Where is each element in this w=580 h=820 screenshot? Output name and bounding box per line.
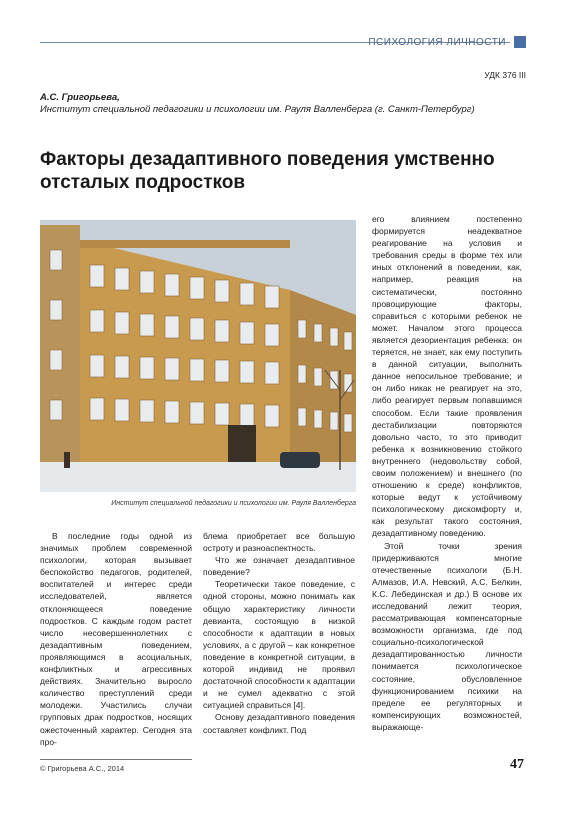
paragraph: В последние годы одной из значимых проблем современной психологии, которая вызывает беспокойство педагогов, родителей, воспитателей и интерес среди исследователей, является отклоняющееся поведение подростков. С каждым годом растет число несовершеннолетних с дезадаптивным поведением, проявляющимся в асоциальных, конфликтных и агрессивных действиях. Значительно выросло количество преступлений среди молодежи. Участились случаи групповых драк подростков, носящих ожесточенный характер. Сегодня эта про-: [40, 531, 192, 747]
paragraph: Основу дезадаптивного поведения составляет конфликт. Под: [203, 712, 355, 735]
footnote-rule: [40, 759, 192, 760]
author-name: А.С. Григорьева,: [40, 92, 120, 103]
paragraph: блема приобретает все большую остроту и разноаспектность.: [203, 531, 355, 554]
author-affiliation: Институт специальной педагогики и психологии им. Рауля Валленберга (г. Санкт-Петербург): [40, 104, 475, 115]
article-title: Факторы дезадаптивного поведения умственно отсталых подростков: [40, 149, 495, 193]
page-number: 47: [510, 757, 524, 772]
paragraph: Этой точки зрения придерживаются многие отечественные психологи (Б.Н. Алмазов, И.А. Невский, А.С. Белкин, К.С. Лебединская и др.) В основе их исследований лежит теория, рассматривающая компенсаторные возможности организма, где под социально-психологической дезадаптированностью личности понимается психологическое состояние, обусловленное функционированием психики на пределе ее регуляторных и компенсирующих возможностей, выражающе-: [372, 540, 522, 732]
photo-caption: Институт специальной педагогики и психологии им. Рауля Валленберга: [111, 500, 356, 507]
paragraph: Что же означает дезадаптивное поведение?: [203, 555, 355, 578]
second-column-text: [203, 530, 355, 736]
section-title: ПСИХОЛОГИЯ ЛИЧНОСТИ: [368, 37, 506, 48]
section-marker: [514, 36, 526, 48]
paragraph: его влиянием постепенно формируется неадекватное реагирование на условия и требования среды в форме тех или иных отклонений в поведении, как, например, реакция на систематически, постоянно провоцирующие факторы, справиться с которыми ребенок не может. Началом этого процесса является дезориентация ребенка: он теряется, не знает, как ему поступить в данной ситуации, выполнить данное непосильное требование; и он либо никак не реагирует на это, либо реагирует первым попавшимся способом. Если такие проявления дестабилизации повторяются довольно часто, то это приводит ребенка к возникновению стойкого внутреннего (недовольству собой, своим положением) и внешнего (по отношению к среде) конфликтов, которые ведут к устойчивому психологическому дискомфорту и, как результат такого состояния, дезадаптивному поведению.: [372, 214, 522, 539]
first-column-text: [40, 530, 192, 748]
building-photo-illustration: [40, 220, 356, 492]
paragraph: Теоретически такое поведение, с одной стороны, можно понимать как общую характеристику личности девианта, состоящую в низкой способности к адаптации в новых условиях, а с другой – как конкретное поведение в конкретной ситуации, в которой индивид не проявил достаточной способности к адаптации и не сумел адекватно с этой ситуацией справиться [4].: [203, 579, 355, 711]
building-photo: [40, 220, 356, 492]
udk-code: УДК 376 III: [484, 70, 526, 80]
copyright-note: © Григорьева А.С., 2014: [40, 764, 125, 773]
right-column-text: [372, 213, 522, 733]
